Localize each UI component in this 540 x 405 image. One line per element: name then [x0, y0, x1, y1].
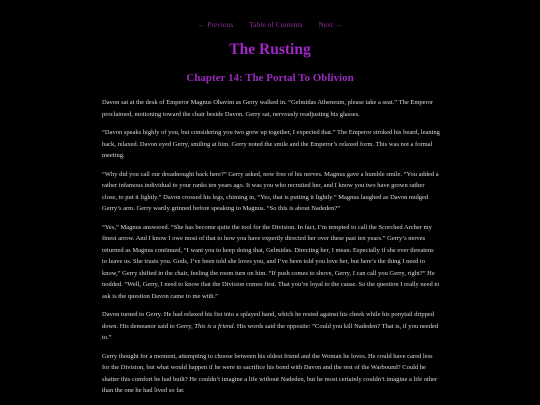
- next-link[interactable]: Next →: [318, 20, 343, 29]
- paragraph-4: “Yes,” Magnus answered. “She has become quite the tool for the Division. In fact, I’m tempted to call the Scorched Archer my finest arrow. And I know I owe most of that to how you have expertly directed her over these past ten years.” Gerry’s nerves returned as Magnus continued, “I want you to keep doing that, Gelmidas. Directing her, I mean. Especially if she ever threatens to leave us. She trusts you. Gods, I’ve been told she loves you, and I’ve been told you love her, but here’s the thing I need to know,” Gerry shifted in the chair, feeling the room turn on him. “If push comes to shove, Gerry, I can call you Gerry, right?” He nodded. “Well, Gerry, I need to know that the Division comes first. That you’re loyal to the cause. So the question I really need to ask is the question Davon came to me with.”: [102, 223, 440, 300]
- previous-link[interactable]: ← Previous: [197, 20, 234, 29]
- table-of-contents-link[interactable]: Table of Contents: [249, 20, 303, 29]
- paragraph-2: “Davon speaks highly of you, but considering you two grew up together, I expected that.” The Emperor stroked his beard, leaning back, relaxed. Davon eyed Gerry, smiling at him. Gerry noted the smile and the Emperor’s relaxed form. This was not a formal meeting.: [102, 129, 440, 159]
- book-title: The Rusting: [229, 41, 311, 58]
- paragraph-1: Davon sat at the desk of Emperor Magnus Ohavim as Gerry walked in. “Gelmidas Atheneum, please take a seat.” The Emperor proclaimed, motioning toward the chair beside Davon. Gerry sat, nervously readjusting his glasses.: [102, 99, 434, 118]
- chapter-navigation: [0, 20, 540, 30]
- paragraph-3: “Why did you call our dreadnought back here?” Gerry asked, now free of his nerves. Magnus gave a humble smile. “You added a rather infamous individual to your ranks ten years ago. It was you who recruited her, and I know you two have grown rather close, to put it lightly.” Davon crossed his legs, chiming in, “Yes, that is putting it lightly.” Magnus laughed as Davon nudged Gerry’s arm. Gerry warily grinned before speaking to Magnus. “So this is about Nadeden?”: [102, 170, 439, 212]
- chapter-title: Chapter 14: The Portal To Oblivion: [186, 72, 354, 84]
- paragraph-5-emphasis: This is a friend.: [194, 322, 236, 330]
- chapter-body: [102, 97, 440, 404]
- paragraph-5-before: Davon turned to Gerry. He had relaxed his fist into a splayed hand, which he rested against his cheek while his ponytail dripped down. His demeanor said to Gerry,: [102, 311, 435, 330]
- paragraph-5-after: His words said the opposite: “Could you kill Nadeden? That is, if you needed to.”: [102, 322, 439, 341]
- paragraph-5: [102, 309, 440, 344]
- paragraph-6: Gerry thought for a moment, attempting to choose between his oldest friend and the Woman he loves. He could have cared less for the Division, but what would happen if he were to sacrifice his bond with Davon and the rest of the Warbound? Could he shatter this comfort he had built? He couldn’t imagine a life without Nadeden, but he most certainly couldn’t imagine a life other than the one he had lived so far.: [102, 352, 438, 394]
